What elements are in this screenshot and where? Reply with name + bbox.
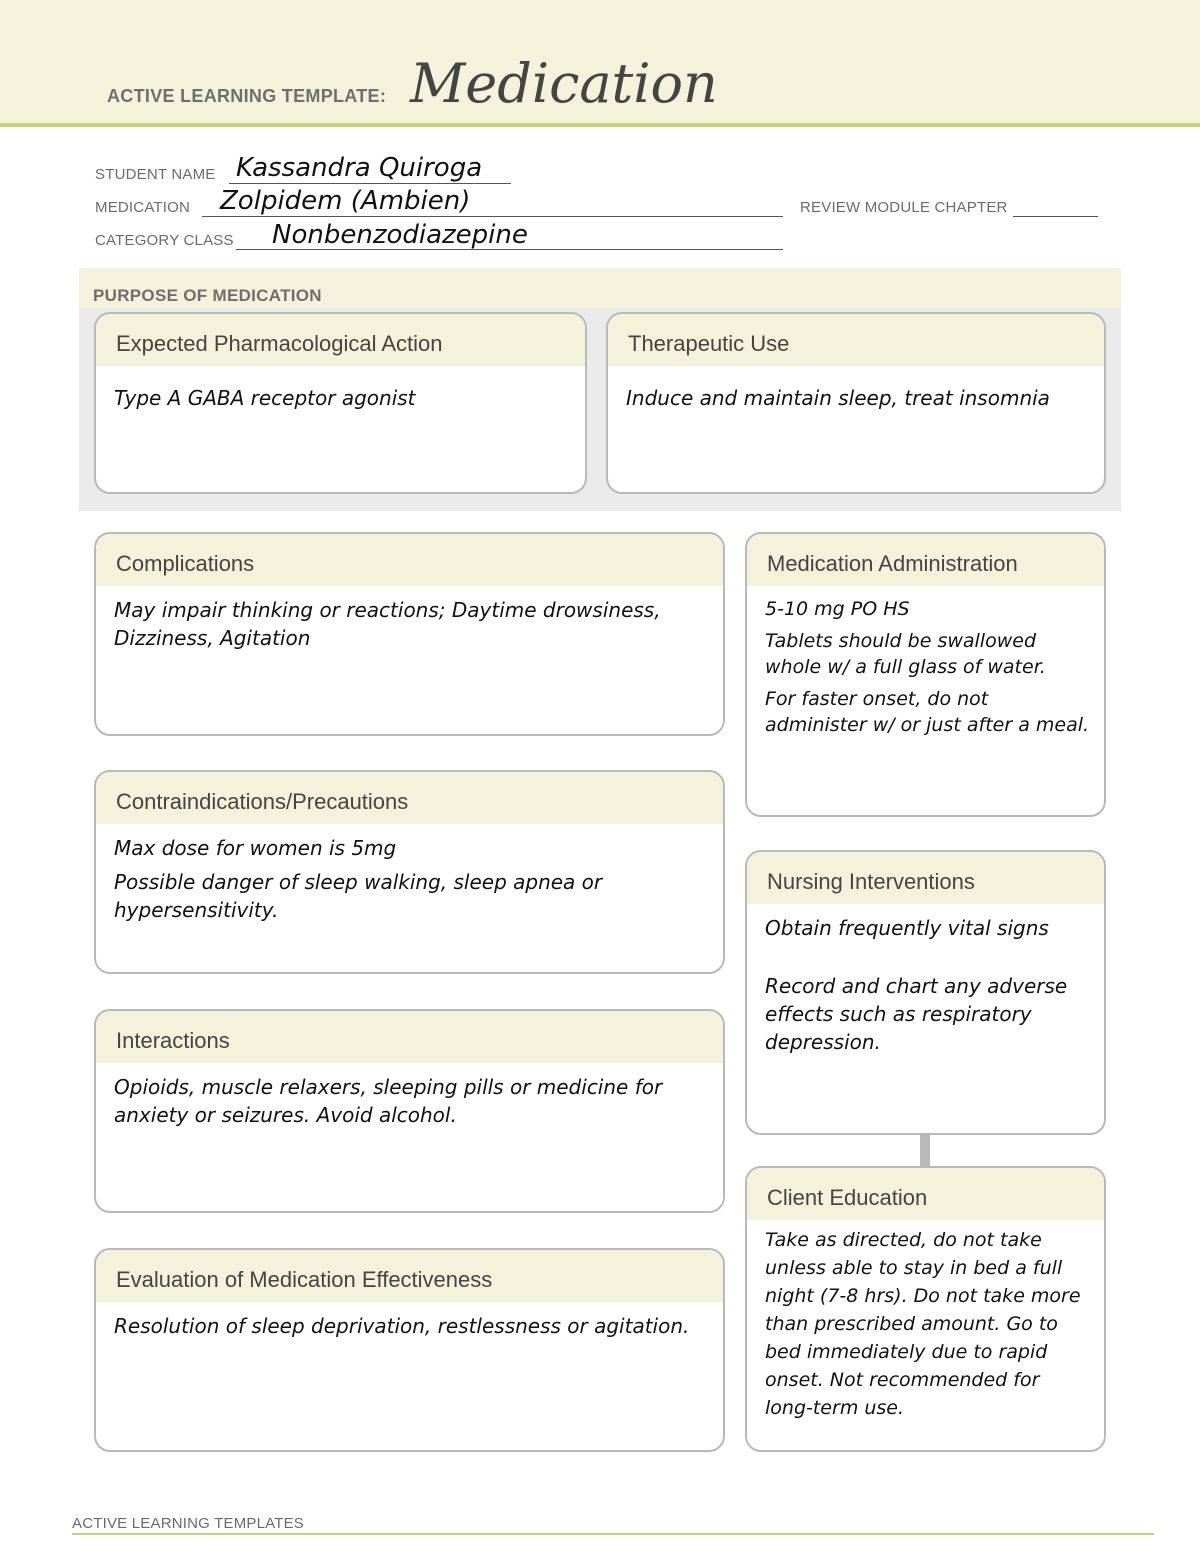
complications-box (94, 532, 725, 736)
expected-action-box (94, 312, 587, 494)
category-class-label: CATEGORY CLASS (95, 232, 234, 249)
template-title: Medication (410, 52, 718, 115)
therapeutic-use-box (606, 312, 1106, 494)
evaluation-heading: Evaluation of Medication Effectiveness (96, 1250, 723, 1302)
expected-action-heading: Expected Pharmacological Action (96, 314, 585, 366)
therapeutic-use-heading: Therapeutic Use (608, 314, 1104, 366)
administration-line-1[interactable]: 5-10 mg PO HS (765, 598, 910, 620)
student-name-line (229, 183, 511, 184)
review-module-label: REVIEW MODULE CHAPTER (800, 199, 1008, 216)
contraindications-line-1[interactable]: Max dose for women is 5mg (114, 836, 397, 860)
medication-line (202, 216, 783, 217)
footer-divider (72, 1533, 1154, 1535)
interactions-text[interactable]: Opioids, muscle relaxers, sleeping pills or medicine for anxiety or seizures. Avoid alcohol. (114, 1075, 663, 1127)
administration-box (745, 532, 1106, 817)
administration-line-2[interactable]: Tablets should be swallowed whole w/ a full glass of water. (765, 630, 1046, 678)
therapeutic-use-text[interactable]: Induce and maintain sleep, treat insomnia (626, 386, 1050, 410)
nursing-interventions-heading: Nursing Interventions (747, 852, 1104, 904)
contraindications-box (94, 770, 725, 974)
complications-heading: Complications (96, 534, 723, 586)
contraindications-heading: Contraindications/Precautions (96, 772, 723, 824)
medication-label: MEDICATION (95, 199, 191, 216)
client-education-box (745, 1166, 1106, 1452)
complications-text[interactable]: May impair thinking or reactions; Daytime drowsiness, Dizziness, Agitation (114, 598, 661, 650)
expected-action-text[interactable]: Type A GABA receptor agonist (114, 386, 416, 410)
header-divider (0, 123, 1200, 127)
purpose-section-title: PURPOSE OF MEDICATION (93, 286, 322, 305)
medication-value[interactable]: Zolpidem (Ambien) (220, 186, 471, 216)
template-label: ACTIVE LEARNING TEMPLATE: (107, 86, 387, 106)
category-class-value[interactable]: Nonbenzodiazepine (272, 220, 528, 250)
nursing-interventions-line-1[interactable]: Obtain frequently vital signs (765, 916, 1049, 940)
client-education-text[interactable]: Take as directed, do not take unless able to stay in bed a full night (7-8 hrs). Do not take more than prescribed amount. Go to bed immediately due to rapid onset. Not recommended for long-term use. (765, 1229, 1081, 1419)
nursing-interventions-line-2[interactable]: Record and chart any adverse effects such as respiratory depression. (765, 974, 1068, 1054)
evaluation-text[interactable]: Resolution of sleep deprivation, restlessness or agitation. (114, 1314, 690, 1338)
client-education-heading: Client Education (747, 1168, 1104, 1220)
interactions-box (94, 1009, 725, 1213)
administration-line-3[interactable]: For faster onset, do not administer w/ or just after a meal. (765, 688, 1090, 736)
box-connector (920, 1134, 930, 1166)
footer-label: ACTIVE LEARNING TEMPLATES (72, 1515, 304, 1532)
interactions-heading: Interactions (96, 1011, 723, 1063)
evaluation-box (94, 1248, 725, 1452)
contraindications-line-2[interactable]: Possible danger of sleep walking, sleep apnea or hypersensitivity. (114, 870, 603, 922)
student-name-label: STUDENT NAME (95, 166, 216, 183)
nursing-interventions-box (745, 850, 1106, 1135)
administration-heading: Medication Administration (747, 534, 1104, 586)
student-name-value[interactable]: Kassandra Quiroga (236, 153, 483, 183)
review-module-line (1013, 216, 1098, 217)
